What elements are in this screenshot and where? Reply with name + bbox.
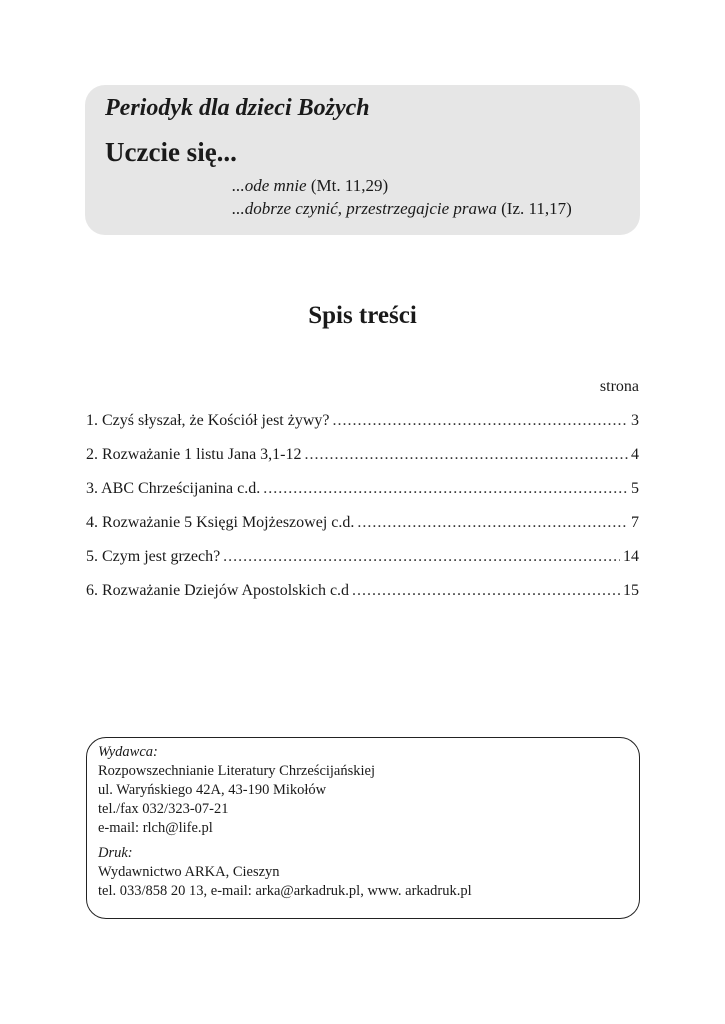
toc-entry[interactable] xyxy=(86,548,639,582)
toc-entry[interactable] xyxy=(86,412,639,446)
toc-leader xyxy=(223,548,620,566)
toc-entry-text: 4. Rozważanie 5 Księgi Mojżeszowej c.d. xyxy=(86,514,355,531)
toc-entry-text: 6. Rozważanie Dziejów Apostolskich c.d xyxy=(86,582,350,599)
toc-leader xyxy=(333,412,629,430)
toc-leader xyxy=(357,514,628,532)
toc-entry-page: 7 xyxy=(631,514,639,531)
header-box xyxy=(85,85,640,235)
toc-entry-text: 2. Rozważanie 1 listu Jana 3,1-12 xyxy=(86,446,302,463)
toc-entry-text: 1. Czyś słyszał, że Kościół jest żywy? xyxy=(86,412,330,429)
publisher-email[interactable]: e-mail: rlch@life.pl xyxy=(98,820,213,836)
publisher-address: ul. Waryńskiego 42A, 43-190 Mikołów xyxy=(98,782,327,798)
imprint-box xyxy=(86,737,640,919)
publisher-name: Rozpowszechnianie Literatury Chrześcijańskiej xyxy=(98,763,376,779)
toc-entry[interactable] xyxy=(86,446,639,480)
quote-2-ref: (Iz. 11,17) xyxy=(496,199,572,218)
toc-entry-page: 15 xyxy=(623,582,639,599)
quote-1-ref: (Mt. 11,29) xyxy=(306,176,389,195)
toc-leader xyxy=(263,480,628,498)
toc-entry-page: 4 xyxy=(631,446,639,463)
printer-contact[interactable]: tel. 033/858 20 13, e-mail: arka@arkadruk.pl, www. arkadruk.pl xyxy=(98,883,472,899)
printer-label: Druk: xyxy=(98,845,133,861)
publisher-label: Wydawca: xyxy=(98,744,158,760)
toc-entry-page: 3 xyxy=(631,412,639,429)
toc-entry[interactable] xyxy=(86,480,639,514)
toc-entry-text: 5. Czym jest grzech? xyxy=(86,548,221,565)
toc-entry-page: 14 xyxy=(623,548,639,565)
toc-entry[interactable] xyxy=(86,582,639,616)
quote-line-2 xyxy=(232,199,572,219)
quote-line-1 xyxy=(232,176,388,196)
publisher-phone: tel./fax 032/323-07-21 xyxy=(98,801,229,817)
printer-name: Wydawnictwo ARKA, Cieszyn xyxy=(98,864,280,880)
page-column-label: strona xyxy=(599,378,639,395)
toc-list xyxy=(86,412,639,616)
toc-leader xyxy=(352,582,620,600)
toc-entry-page: 5 xyxy=(631,480,639,497)
periodical-name: Periodyk dla dzieci Bożych xyxy=(105,95,370,121)
toc-entry-text: 3. ABC Chrześcijanina c.d. xyxy=(86,480,261,497)
toc-leader xyxy=(305,446,629,464)
quote-2-text: ...dobrze czynić, przestrzegajcie prawa xyxy=(232,199,497,218)
quote-1-text: ...ode mnie xyxy=(232,176,307,195)
toc-heading: Spis treści xyxy=(308,302,417,329)
toc-entry[interactable] xyxy=(86,514,639,548)
issue-title: Uczcie się... xyxy=(105,137,237,167)
